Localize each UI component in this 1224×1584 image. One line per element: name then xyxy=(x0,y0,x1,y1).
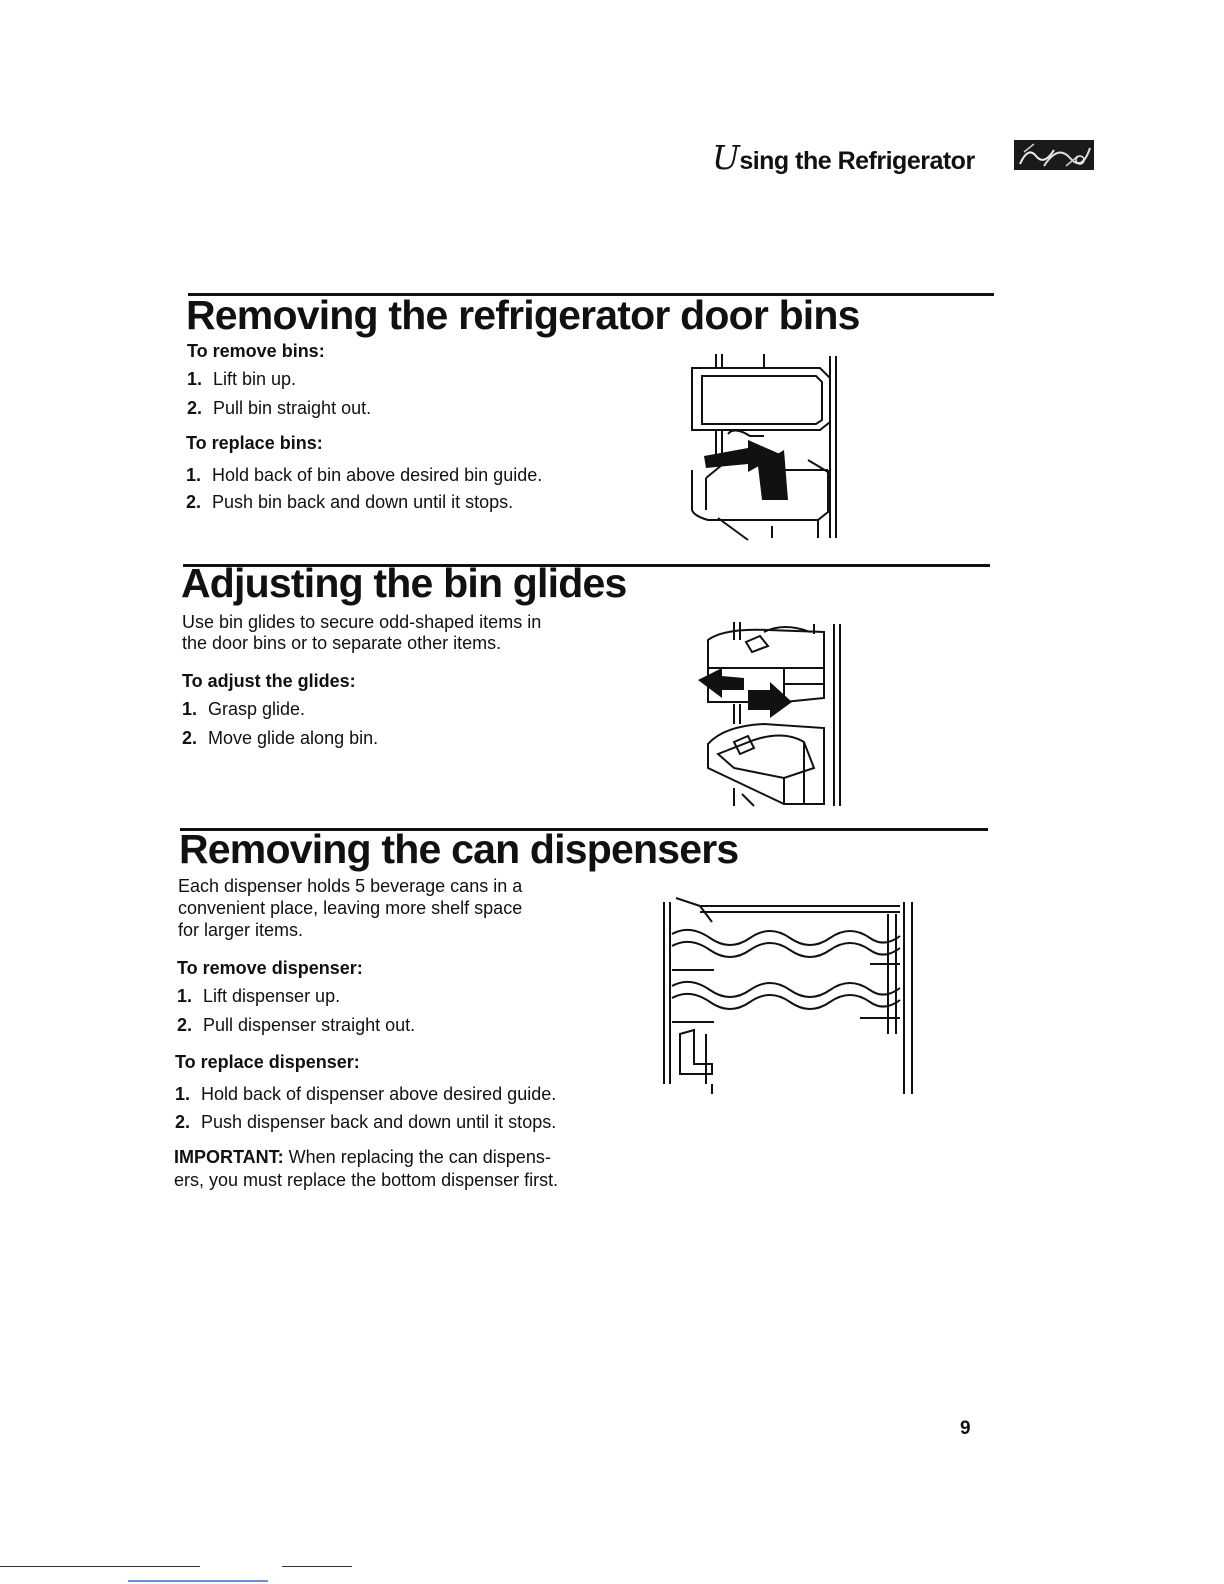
header-title-initial: U xyxy=(712,138,740,177)
bin-glides-intro-line-2: the door bins or to separate other items. xyxy=(182,633,502,653)
bin-glides-intro-line-1: Use bin glides to secure odd-shaped items in xyxy=(182,612,542,632)
subhead-remove-bins: To remove bins: xyxy=(187,341,325,361)
subhead-replace-bins: To replace bins: xyxy=(186,433,323,453)
replace-bins-step-2: 2. Push bin back and down until it stops. xyxy=(186,492,514,512)
door-bin-illustration xyxy=(688,350,848,545)
scan-artifact-line xyxy=(282,1566,352,1567)
scan-artifact-line xyxy=(0,1566,200,1567)
remove-dispenser-step-2: 2. Pull dispenser straight out. xyxy=(177,1015,416,1035)
remove-bins-step-2: 2. Pull bin straight out. xyxy=(187,398,372,418)
replace-dispenser-step-1: 1. Hold back of dispenser above desired guide. xyxy=(175,1084,557,1104)
remove-bins-step-1: 1. Lift bin up. xyxy=(187,369,297,389)
can-dispensers-intro-line-3: for larger items. xyxy=(178,920,304,940)
subhead-replace-dispenser: To replace dispenser: xyxy=(175,1052,360,1072)
section-title-can-dispensers: Removing the can dispensers xyxy=(179,826,739,872)
replace-bins-step-1: 1. Hold back of bin above desired bin guide. xyxy=(186,465,543,485)
section-title-bin-glides: Adjusting the bin glides xyxy=(181,560,627,606)
header-title-text: sing the Refrigerator xyxy=(739,147,975,175)
can-dispenser-illustration xyxy=(660,894,922,1100)
page-number: 9 xyxy=(960,1418,971,1439)
can-dispensers-intro-line-1: Each dispenser holds 5 beverage cans in a xyxy=(178,876,523,896)
remove-dispenser-step-1: 1. Lift dispenser up. xyxy=(177,986,341,1006)
decorative-badge-icon xyxy=(1014,140,1094,170)
important-note-line-2: ers, you must replace the bottom dispenser first. xyxy=(174,1170,559,1190)
important-label: IMPORTANT: xyxy=(174,1147,284,1167)
scan-artifact-line xyxy=(128,1580,268,1582)
section-title-door-bins: Removing the refrigerator door bins xyxy=(186,292,860,338)
bin-glides-illustration xyxy=(694,618,852,810)
page-header-title xyxy=(712,138,975,177)
important-note-line-1: IMPORTANT: When replacing the can dispens- xyxy=(174,1147,551,1167)
adjust-glides-step-1: 1. Grasp glide. xyxy=(182,699,306,719)
adjust-glides-step-2: 2. Move glide along bin. xyxy=(182,728,379,748)
subhead-adjust-glides: To adjust the glides: xyxy=(182,671,356,691)
can-dispensers-intro-line-2: convenient place, leaving more shelf space xyxy=(178,898,523,918)
subhead-remove-dispenser: To remove dispenser: xyxy=(177,958,363,978)
replace-dispenser-step-2: 2. Push dispenser back and down until it stops. xyxy=(175,1112,557,1132)
